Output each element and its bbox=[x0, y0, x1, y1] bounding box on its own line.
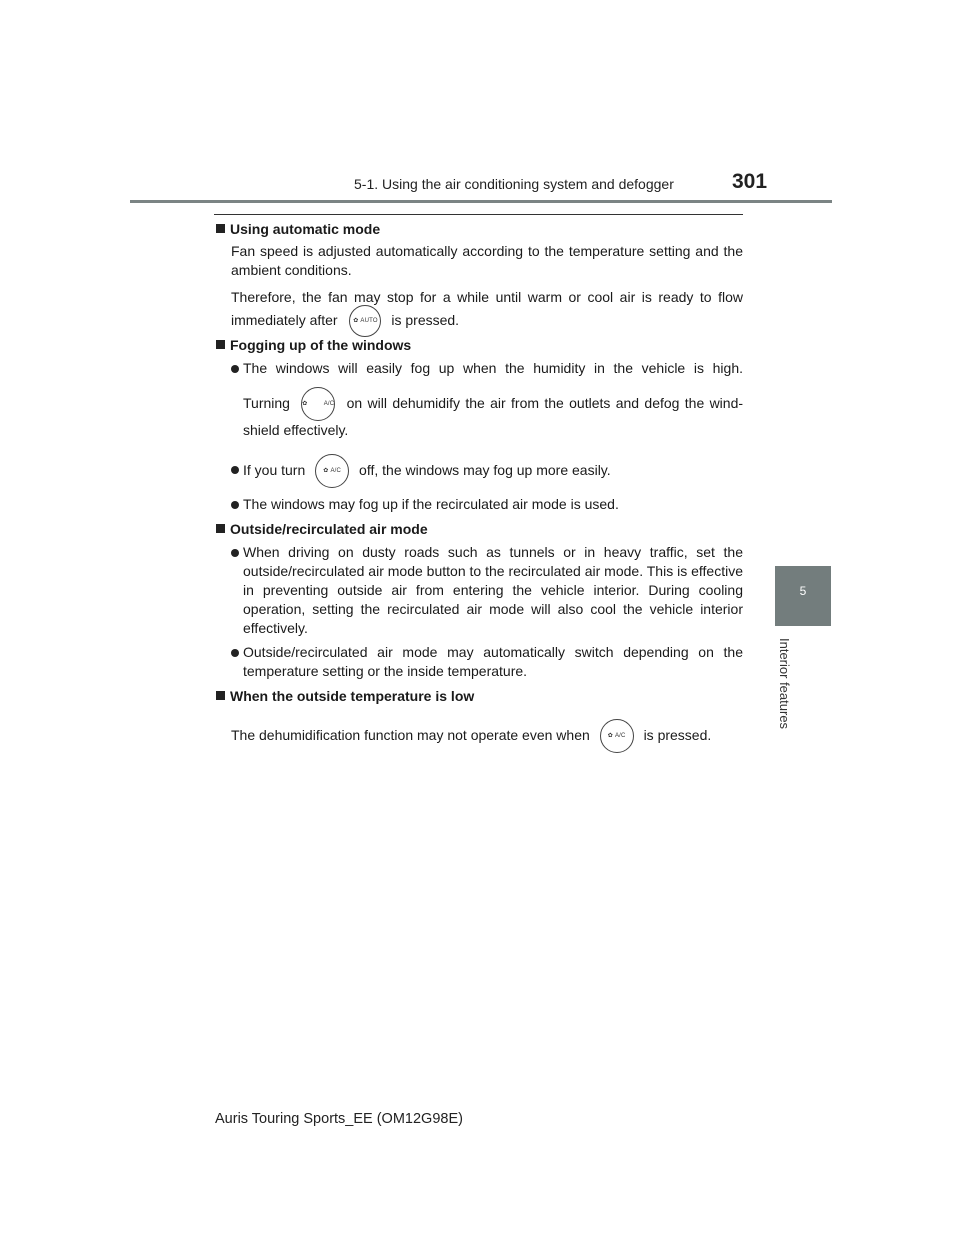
ac-button-icon: ✿ A/C bbox=[600, 719, 634, 753]
ac-button-icon: ✿ A/C bbox=[315, 454, 349, 488]
auto-mode-paragraph-1: Fan speed is adjusted automatically according to the temperature setting and the ambient conditions. bbox=[231, 243, 743, 278]
square-bullet-icon bbox=[216, 340, 225, 349]
fogging-bullet-3: The windows may fog up if the recirculated air mode is used. bbox=[231, 495, 743, 514]
chapter-tab bbox=[775, 566, 831, 626]
heading-automatic-mode: Using automatic mode bbox=[216, 220, 744, 239]
bullet-dot-icon bbox=[231, 501, 239, 509]
heading-fogging-windows: Fogging up of the windows bbox=[216, 336, 744, 355]
auto-button-icon: ✿ AUTO bbox=[349, 305, 381, 337]
section-divider bbox=[214, 214, 743, 215]
heading-low-temperature: When the outside temperature is low bbox=[216, 687, 744, 706]
footer-manual-id: Auris Touring Sports_EE (OM12G98E) bbox=[215, 1111, 463, 1127]
bullet-dot-icon bbox=[231, 365, 239, 373]
bullet-dot-icon bbox=[231, 649, 239, 657]
chapter-tab-number: 5 bbox=[799, 584, 807, 598]
square-bullet-icon bbox=[216, 524, 225, 533]
bullet-dot-icon bbox=[231, 549, 239, 557]
header-divider bbox=[130, 200, 832, 203]
fogging-bullet-1-cont: Turning ✿ A/C on will dehumidify the air from the outlets and defog the wind- bbox=[243, 385, 743, 421]
header-section-title: 5-1. Using the air conditioning system and defogger bbox=[354, 176, 674, 192]
auto-mode-paragraph-2: Therefore, the fan may stop for a while until warm or cool air is ready to flow bbox=[231, 289, 743, 305]
square-bullet-icon bbox=[216, 224, 225, 233]
air-mode-bullet-1: When driving on dusty roads such as tunnels or in heavy traffic, set the outside/recirculated air mode button to the recirculated air mode. This is effective in preventing outside air from entering the vehicle interior. During cooling operation, setting the recirculated air mode will also cool the vehicle interior effectively. bbox=[231, 543, 743, 638]
fogging-bullet-2: If you turn ✿ A/C off, the windows may fog up more easily. bbox=[231, 451, 743, 489]
ac-button-icon: ✿ A/C bbox=[301, 387, 335, 421]
page-number: 301 bbox=[732, 170, 768, 193]
heading-air-mode: Outside/recirculated air mode bbox=[216, 520, 744, 539]
low-temp-paragraph: The dehumidification function may not operate even when ✿ A/C is pressed. bbox=[231, 716, 743, 754]
fogging-bullet-1-end: shield effectively. bbox=[243, 422, 349, 438]
chapter-tab-label: Interior features bbox=[777, 638, 792, 730]
auto-mode-paragraph-2-cont: immediately after ✿ AUTO is pressed. bbox=[231, 303, 743, 337]
air-mode-bullet-2: Outside/recirculated air mode may automatically switch depending on the temperature setting or the inside temperature. bbox=[231, 643, 743, 681]
fogging-bullet-1: The windows will easily fog up when the humidity in the vehicle is high. bbox=[231, 359, 743, 378]
bullet-dot-icon bbox=[231, 466, 239, 474]
square-bullet-icon bbox=[216, 691, 225, 700]
